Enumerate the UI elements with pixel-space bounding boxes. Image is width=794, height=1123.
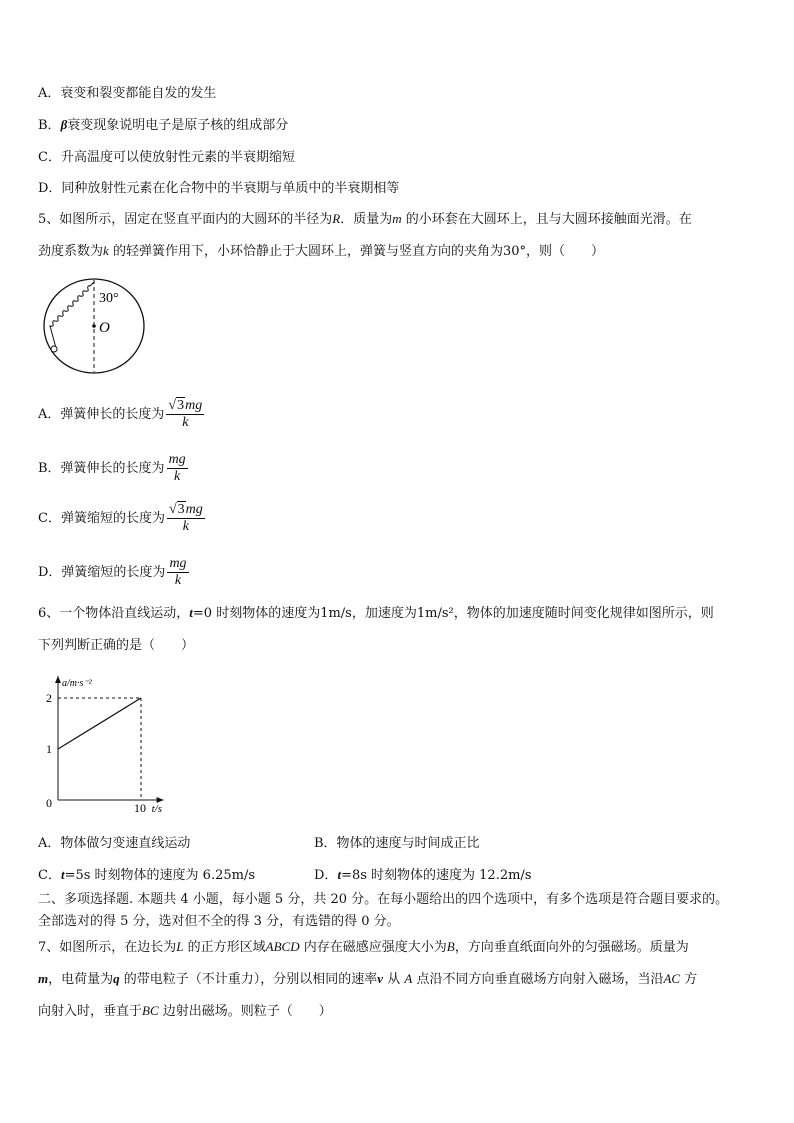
sqrt-sign: √3 [168,398,185,413]
q7-text: 方 [684,972,698,987]
q5-option-c [38,502,205,535]
var-v: v [377,971,384,986]
q4-option-d: D．同种放射性元素在化合物中的半衰期与单质中的半衰期相等 [38,181,400,196]
q5-text: 5、如图所示，固定在竖直平面内的大圆环的半径为 [38,212,333,227]
var-m: m [392,211,402,226]
y-tick-label-2: 2 [46,691,52,705]
var-m: m [38,971,49,986]
fraction-sqrt3mg-over-k [166,398,204,431]
x-tick-label-10: 10 [134,801,146,815]
series-line [58,698,141,749]
q4-b-text: 衰变现象说明电子是原子核的组成部分 [67,118,289,133]
q5-option-a [38,398,204,431]
numerator-mg: mg [185,502,203,517]
var-A: A [404,971,413,986]
q5-b-text: B．弹簧伸长的长度为 [38,461,165,476]
q5-option-b [38,452,188,485]
var-t: t [60,867,65,882]
var-t: t [189,605,193,620]
sqrt-sign: √3 [168,502,185,517]
numerator-mg: mg [169,556,187,571]
q5-a-text: A．弹簧伸长的长度为 [38,407,165,422]
var-R: R [332,211,341,226]
section2-instructions-line2: 全部选对的得 5 分，选对但不全的得 3 分，有选错的得 0 分。 [38,914,400,929]
q5-text: 的轻弹簧作用下，小环恰静止于大圆环上，弹簧与竖直方向的夹角为30°，则（ ） [112,244,604,259]
angle-label: 30° [99,291,119,306]
var-L: L [176,939,184,954]
y-axis-arrow [55,676,61,683]
q6-d-text: =8s 时刻物体的速度为 12.2m/s [341,868,532,883]
q5-c-text: C．弹簧缩短的长度为 [38,511,165,526]
q7-stem-line3 [38,1000,332,1019]
q6-option-a: A．物体做匀变速直线运动 [38,836,191,851]
q4-option-c: C．升高温度可以使放射性元素的半衰期缩短 [38,150,295,165]
var-k: k [103,243,109,258]
q6-option-d [314,864,532,883]
q5-stem-line2 [38,240,604,259]
denominator-k: k [182,415,189,430]
q7-text: ，电荷量为 [48,972,114,987]
center-label: O [99,320,110,336]
var-q: q [113,971,120,986]
beta-symbol: β [60,117,68,132]
q4-b-label: B． [38,118,61,133]
q5-text: ．质量为 [340,212,393,227]
var-ABCD: ABCD [265,939,300,954]
var-BC: BC [142,1003,159,1018]
q6-option-c [38,864,255,883]
q7-text: 内存在磁感应强度大小为 [303,940,447,955]
var-B: B [446,939,455,954]
fraction-sqrt3mg-over-k [167,502,205,535]
var-t: t [337,867,342,882]
q6-c-text: =5s 时刻物体的速度为 6.25m/s [64,868,256,883]
fraction-mg-over-k [167,556,188,589]
radicand: 3 [177,502,185,517]
ring-spring-figure [40,276,150,376]
q4-option-a: A．衰变和裂变都能自发的发生 [38,86,217,101]
center-dot [92,324,96,328]
q5-text: 的小环套在大圆环上，且与大圆环接触面光滑。在 [405,212,692,227]
numerator-mg: mg [185,398,203,413]
small-ring [51,346,57,352]
q6-option-b: B．物体的速度与时间成正比 [314,836,480,851]
q5-option-d [38,556,189,589]
radicand: 3 [177,398,185,413]
q7-text: 边射出磁场。则粒子（ ） [162,1004,332,1019]
q7-text: 的正方形区域 [187,940,266,955]
x-axis-label: t/s [151,803,163,815]
q7-text: 7、如图所示，在边长为 [38,940,177,955]
denominator-k: k [182,519,189,534]
spring [50,282,94,348]
q6-c-label: C． [38,868,61,883]
fraction-mg-over-k [167,452,188,485]
q7-text: 向射入时，垂直于 [38,1004,143,1019]
q7-stem-line2 [38,968,697,987]
numerator-mg: mg [168,452,186,467]
y-tick-label-1: 1 [46,742,52,756]
x-tick-label-0: 0 [46,796,52,810]
q6-stem-line1 [38,602,714,621]
q6-text: 6、一个物体沿直线运动， [38,606,190,621]
q6-text: =0 时刻物体的速度为1m/s，加速度为1m/s²，物体的加速度随时间变化规律如图所示，则 [192,606,714,621]
var-AC: AC [663,971,681,986]
q7-text: 的带电粒子（不计重力），分别以相同的速率 [123,972,378,987]
q4-option-b [38,114,288,133]
q5-text: 劲度系数为 [38,244,104,259]
denominator-k: k [174,573,182,588]
q5-d-text: D．弹簧缩短的长度为 [38,565,166,580]
q7-text: 从 [387,972,401,987]
q6-d-label: D． [314,868,338,883]
q5-stem-line1 [38,208,692,227]
q7-stem-line1 [38,936,689,955]
q7-text: 点沿不同方向垂直磁场方向射入磁场，当沿 [416,972,664,987]
acceleration-time-chart [30,670,200,815]
y-axis-label: a/m·s⁻² [62,678,92,689]
q6-stem-line2: 下列判断正确的是（ ） [38,638,195,653]
denominator-k: k [174,469,181,484]
q7-text: ，方向垂直纸面向外的匀强磁场。质量为 [454,940,689,955]
section2-instructions-line1: 二、多项选择题. 本题共 4 小题，每小题 5 分，共 20 分。在每小题给出的四个选项中，有多个选项是符合题目要求的。 [38,892,729,907]
